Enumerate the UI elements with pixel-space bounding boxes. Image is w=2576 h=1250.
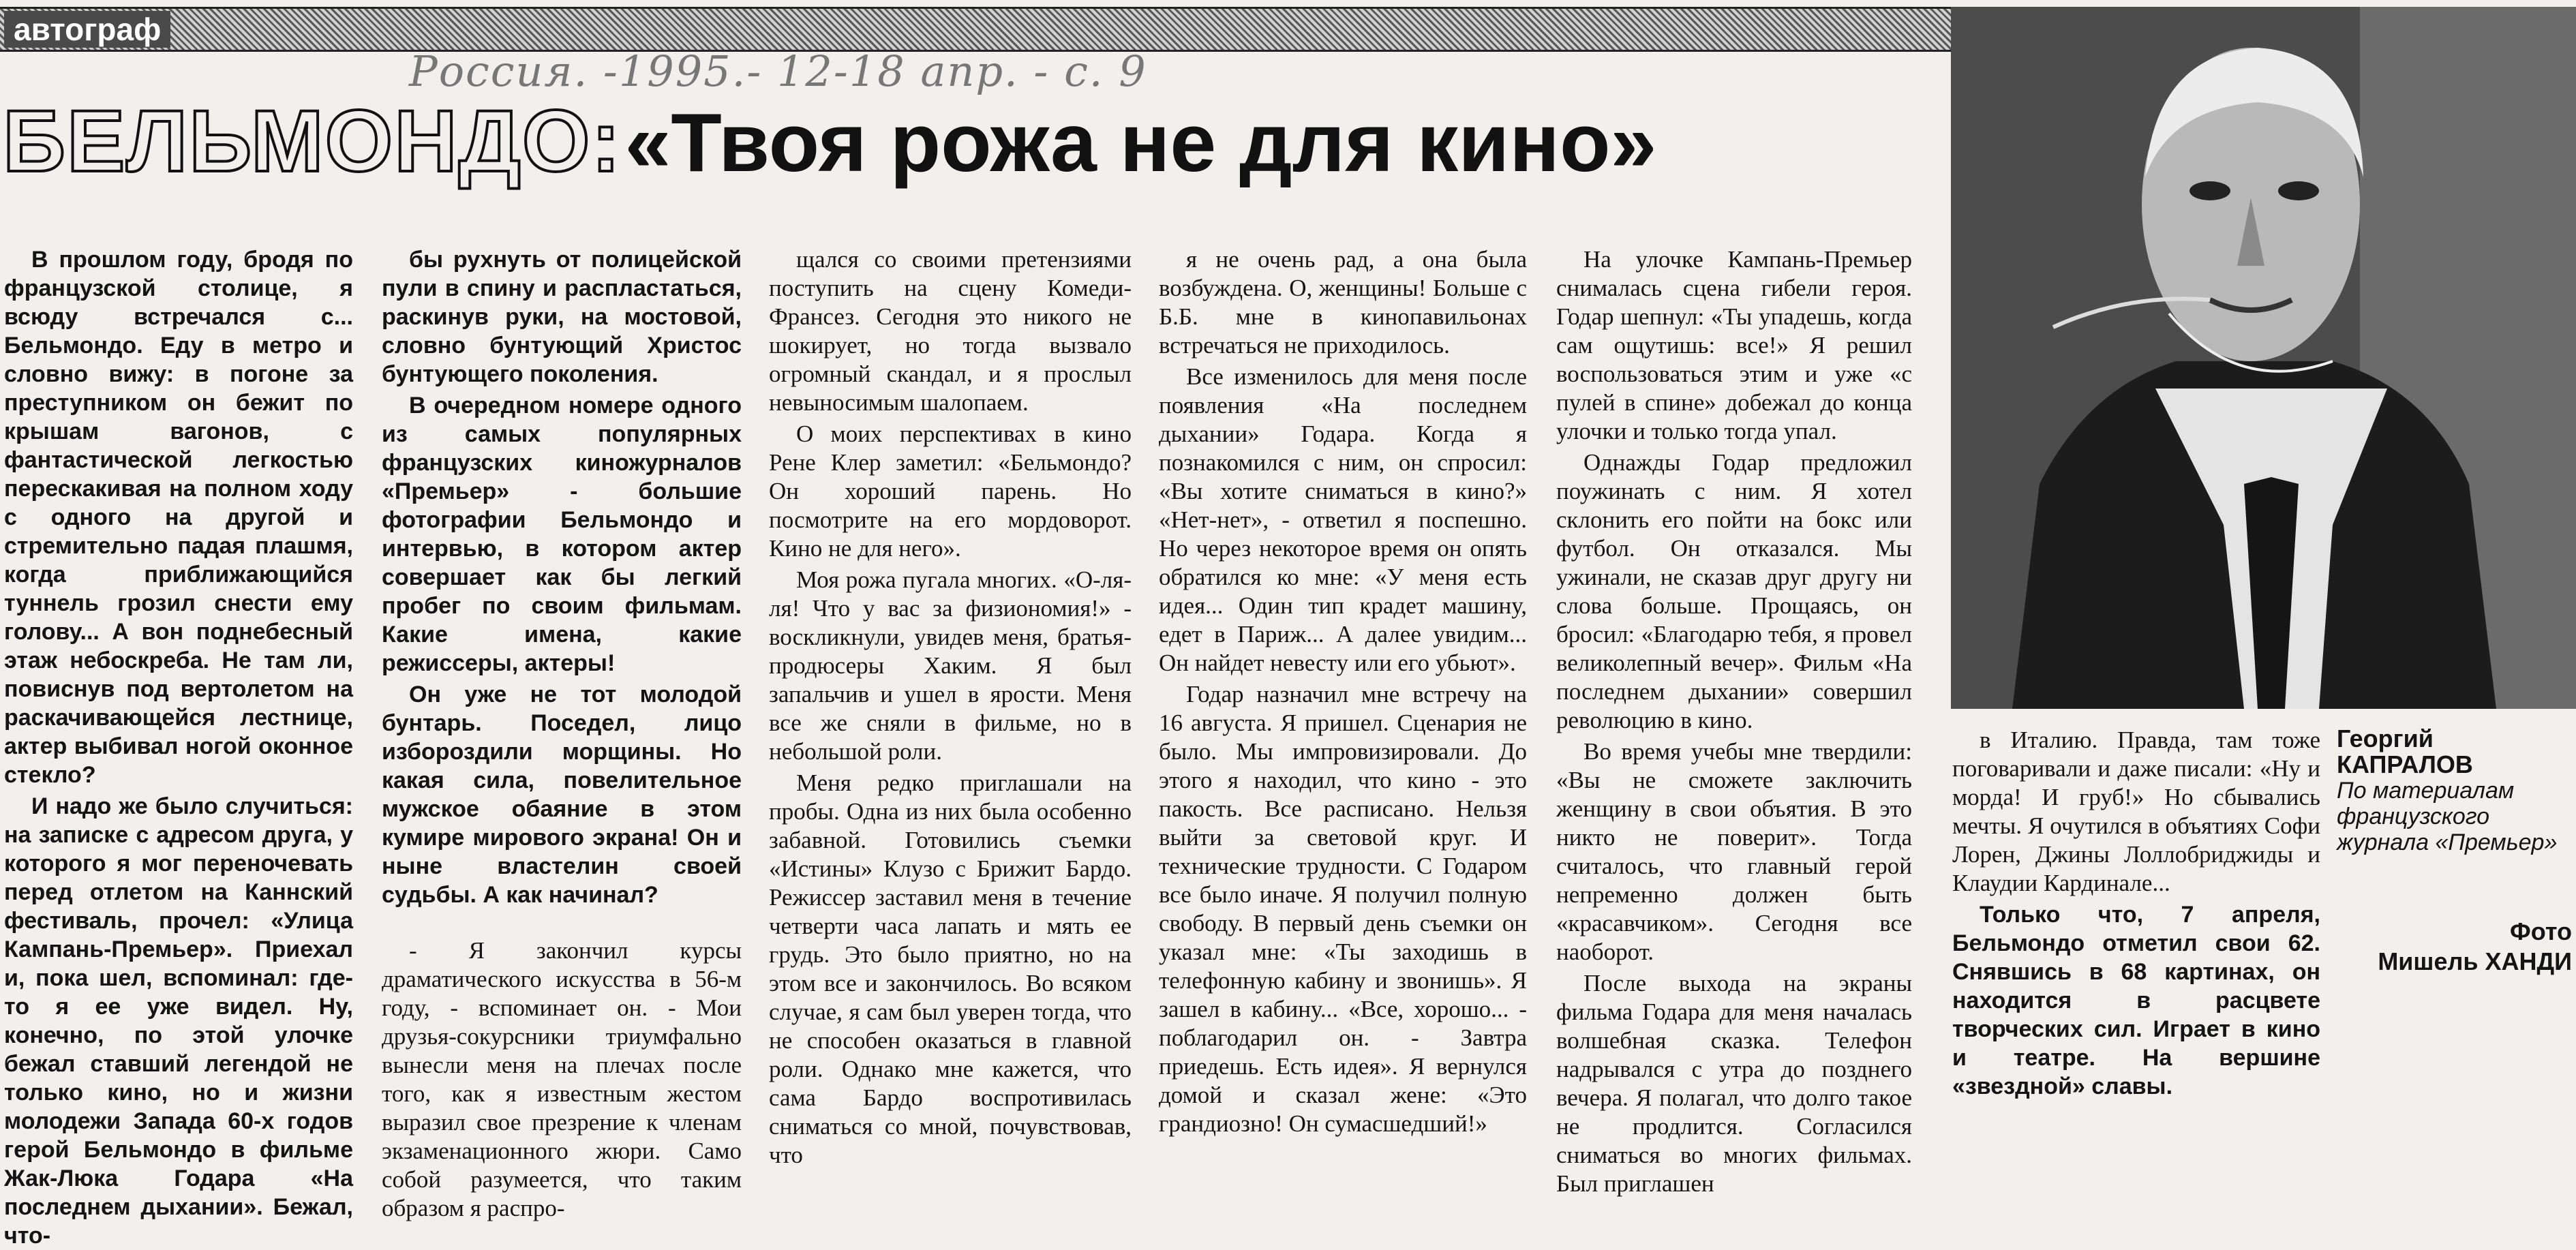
column-paragraph: Он уже не тот молодой бунтарь. Поседел, лицо избороздили морщины. Но какая сила, повелительное мужское обаяние в этом кумире мирового экрана! Он и ныне властелин своей судьбы. А как начинал? xyxy=(382,682,742,908)
column-paragraph: Годар назначил мне встречу на 16 августа. Я пришел. Сценария не было. Мы импровизировали. До этого я находил, что кино - это пакость. Все расписано. Нельзя выйти за световой круг. И технические трудности. С Годаром все было иначе. Я получил полную свободу. В первый день съемки он указал мне: «Ты заходишь в телефонную кабину и звонишь». Я зашел в кабину... «Все, хорошо... - поблагодарил он. - Завтра приедешь. Есть идея». Я вернулся домой и сказал жене: «Это грандиозно! Он сумасшедший!» xyxy=(1159,681,1527,1137)
column-paragraph: Все изменилось для меня после появления «На последнем дыхании» Годара. Когда я познакомился с ним, он спросил: «Вы хотите сниматься в кино?» «Нет-нет», - ответил я поспешно. Но через некоторое время он опять обратился ко мне: «У меня есть идея... Один тип крадет машину, едет в Париж... А далее увидим... Он найдет невесту или его убьют». xyxy=(1159,363,1527,676)
column-paragraph: Однажды Годар предложил поужинать с ним. Я хотел склонить его пойти на бокс или футбол. Он отказался. Мы ужинали, не сказав друг другу ни слова больше. Прощаясь, он бросил: «Благодарю тебя, я провел великолепный вечер». Фильм «На последнем дыхании» совершил революцию в кино. xyxy=(1556,449,1912,733)
article-column-3 xyxy=(769,245,1132,1168)
portrait-illustration xyxy=(1951,7,2576,709)
headline xyxy=(3,93,1952,190)
portrait-photo xyxy=(1951,7,2576,709)
rubric-label: автограф xyxy=(4,11,170,48)
eye-left xyxy=(2189,181,2230,200)
column-paragraph: Моя рожа пугала многих. «О-ля-ля! Что у вас за физиономия!» - воскликнули, увидев меня, братья-продюсеры Хаким. Я был запальчив и ушел в ярости. Меня все же сняли в фильме, но в небольшой роли. xyxy=(769,566,1132,765)
photo-credit-name: Мишель ХАНДИ xyxy=(2378,947,2572,975)
article-column-4 xyxy=(1159,245,1527,1137)
column-paragraph: В прошлом году, бродя по французской столице, я всюду встречался с... Бельмондо. Еду в метро и словно вижу: в погоне за преступником он бежит по крышам вагонов, с фантастической легкостью перескакивая на полном ходу с одного на другой и стремительно падая плашмя, когда приближающийся туннель грозил снести ему голову... А вон поднебесный этаж небоскреба. Не там ли, повиснув под вертолетом на раскачивающейся лестнице, актер выбивал ногой оконное стекло? xyxy=(4,247,353,788)
column-paragraph: В очередном номере одного из самых популярных французских киножурналов «Премьер» - большие фотографии Бельмондо и интервью, в котором актер совершает как бы легкий пробег по своим фильмам. Какие имена, какие режиссеры, актеры! xyxy=(382,393,742,676)
headline-quote: «Твоя рожа не для кино» xyxy=(624,96,1657,189)
article-column-6 xyxy=(1952,726,2320,1099)
headline-name: БЕЛЬМОНДО: xyxy=(3,93,622,190)
handwritten-source-note: Россия. -1995.- 12-18 апр. - с. 9 xyxy=(409,46,1147,96)
column-paragraph: - Я закончил курсы драматического искусства в 56-м году, - вспоминает он. - Мои друзья-сокурсники триумфально вынесли меня на плечах после того, как я известным жестом выразил свое презрение к членам экзаменационного жюри. Само собой разумеется, что таким образом я распро- xyxy=(382,937,742,1221)
article-column-5 xyxy=(1556,245,1912,1197)
column-paragraph: Меня редко приглашали на пробы. Одна из них была особенно забавной. Готовились съемки «Истины» Клузо с Брижит Бардо. Режиссер заставил меня в течение четверти часа лапать и мять ее грудь. Это было приятно, но на этом все и закончилось. Во всяком случае, я сам был уверен тогда, что не способен оказаться в главной роли. Однако мне кажется, что сама Бардо воспротивилась сниматься со мной, почувствовав, что xyxy=(769,769,1132,1168)
photo-credit-label: Фото xyxy=(2510,917,2572,945)
column-paragraph: На улочке Кампань-Премьер снималась сцена гибели героя. Годар шепнул: «Ты упадешь, когда сам ощутишь: все!» Я решил воспользоваться этим и уже «с пулей в спине» добежал до конца улочки и только тогда упал. xyxy=(1556,246,1912,444)
column-paragraph: Во время учебы мне твердили: «Вы не сможете заключить женщину в свои объятия. В это никто не поверит». Тогда считалось, что главный герой непременно должен быть «красавчиком». Сегодня все наоборот. xyxy=(1556,738,1912,965)
eye-right xyxy=(2278,181,2319,200)
column-paragraph: бы рухнуть от полицейской пули в спину и распластаться, раскинув руки, на мостовой, словно бунтующий Христос бунтующего поколения. xyxy=(382,247,742,387)
column-paragraph: в Италию. Правда, там тоже поговаривали и даже писали: «Ну и морда! И груб!» Но сбывались мечты. Я очутился в объятиях Софи Лорен, Джины Лоллобриджиды и Клаудии Кардинале... xyxy=(1952,727,2320,896)
column-paragraph: О моих перспективах в кино Рене Клер заметил: «Бельмондо? Он хороший парень. Но посмотрите на его мордоворот. Кино не для него». xyxy=(769,421,1132,562)
column-paragraph: И надо же было случиться: на записке с адресом друга, у которого я мог переночевать перед отлетом на Каннский фестиваль, прочел: «Улица Кампань-Премьер». Приехал и, пока шел, вспоминал: где-то я ее уже видел. Ну, конечно, по этой улочке бежал ставший легендой не только кино, но и жизни молодежи Запада 60-х годов герой Бельмондо в фильме Жак-Люка Годара «На последнем дыхании». Бежал, что- xyxy=(4,793,353,1249)
byline-source: По материалам французского журнала «Премьер» xyxy=(2337,778,2558,855)
article-column-1 xyxy=(4,245,353,1249)
rubric-bar xyxy=(0,7,1951,52)
author-name: Георгий КАПРАЛОВ xyxy=(2337,725,2473,778)
byline xyxy=(2337,726,2572,855)
column-paragraph: щался со своими претензиями поступить на сцену Комеди-Франсез. Сегодня это никого не шокирует, но тогда вызвало огромный скандал, и я прослыл невыносимым шалопаем. xyxy=(769,246,1132,416)
article-column-2 xyxy=(382,245,742,1221)
photo-credit xyxy=(2337,917,2572,977)
column-paragraph: Только что, 7 апреля, Бельмондо отметил свои 62. Снявшись в 68 картинах, он находится в расцвете творческих сил. Играет в кино и театре. На вершине «звездной» славы. xyxy=(1952,902,2320,1099)
column-paragraph: После выхода на экраны фильма Годара для меня началась волшебная сказка. Телефон надрывался с утра до позднего вечера. Я полагал, что долго такое не продлится. Согласился сниматься во многих фильмах. Был приглашен xyxy=(1556,970,1912,1197)
column-paragraph: я не очень рад, а она была возбуждена. О, женщины! Больше с Б.Б. мне в кинопавильонах встречаться не приходилось. xyxy=(1159,246,1527,359)
